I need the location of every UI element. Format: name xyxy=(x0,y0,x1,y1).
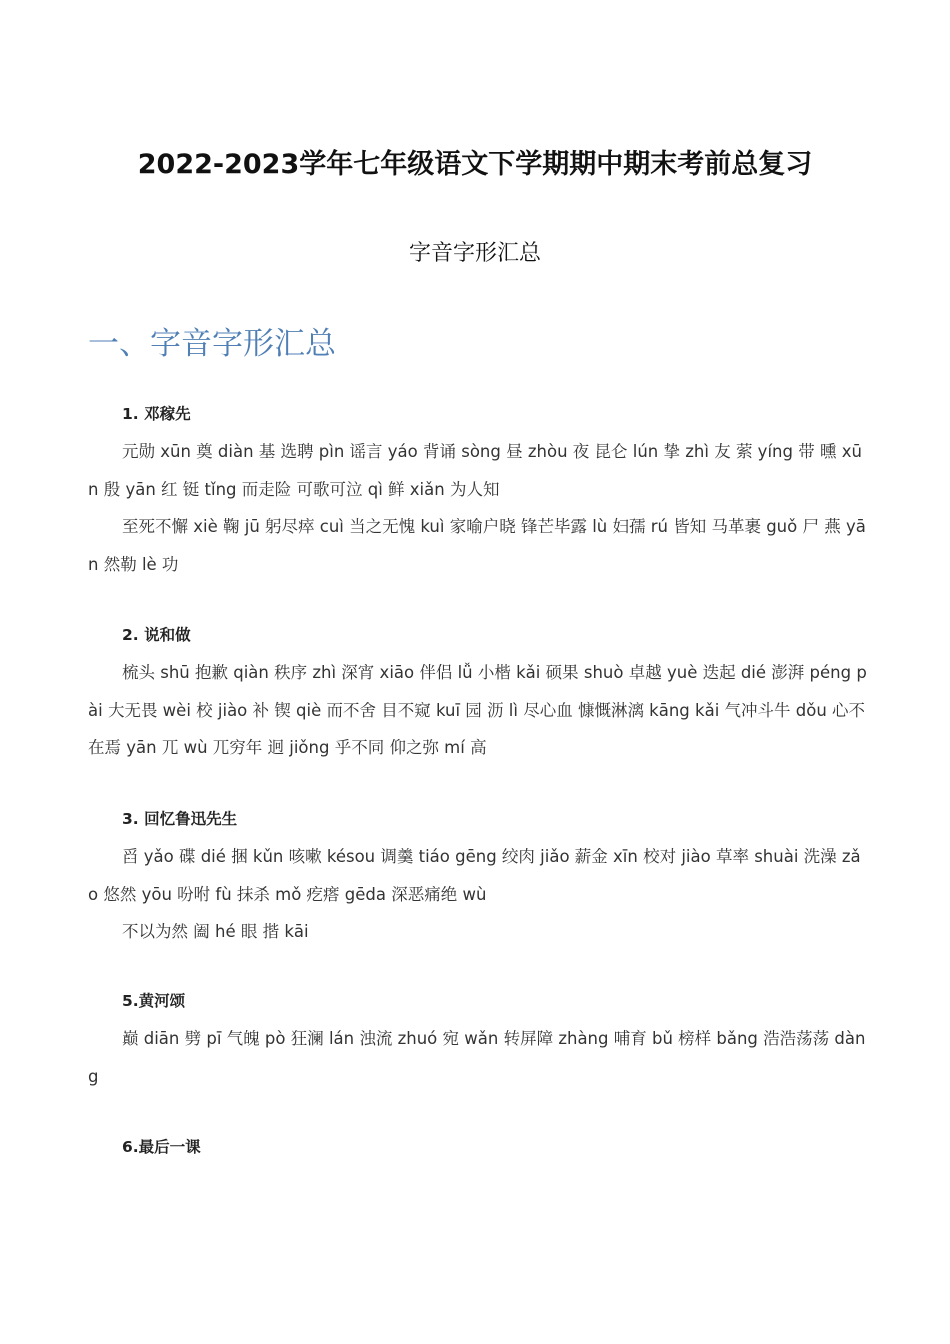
vocab-paragraph: 舀 yǎo 碟 dié 捆 kǔn 咳嗽 késou 调羹 tiáo gēng 绞肉 jiǎo 薪金 xīn 校对 jiào 草率 shuài 洗澡 zǎo 悠然 yōu 吩咐 fù 抹杀 mǒ 疙瘩 gēda 深恶痛绝 wù xyxy=(88,847,861,904)
vocab-paragraph: 至死不懈 xiè 鞠 jū 躬尽瘁 cuì 当之无愧 kuì 家喻户晓 锋芒毕露 lù 妇孺 rú 皆知 马革裹 guǒ 尸 燕 yān 然勒 lè 功 xyxy=(88,517,866,574)
lesson-section-2 xyxy=(88,624,868,767)
vocab-paragraph: 巅 diān 劈 pī 气魄 pò 狂澜 lán 浊流 zhuó 宛 wǎn 转屏障 zhàng 哺育 bǔ 榜样 bǎng 浩浩荡荡 dàng xyxy=(88,1029,866,1086)
vocab-paragraph: 不以为然 阖 hé 眼 揩 kāi xyxy=(122,922,309,941)
lesson-title: 2. 说和做 xyxy=(122,626,191,644)
lesson-section-3 xyxy=(88,808,868,951)
section-heading: 一、字音字形汇总 xyxy=(88,326,336,362)
vocab-paragraph: 元勋 xūn 奠 diàn 基 选聘 pìn 谣言 yáo 背诵 sòng 昼 zhòu 夜 昆仑 lún 挚 zhì 友 萦 yíng 带 曛 xūn 殷 yān 红 铤 tǐng 而走险 可歌可泣 qì 鲜 xiǎn 为人知 xyxy=(88,442,862,499)
lesson-title: 5.黄河颂 xyxy=(122,992,186,1010)
lesson-title: 3. 回忆鲁迅先生 xyxy=(122,810,238,828)
lesson-title: 6.最后一课 xyxy=(122,1138,201,1156)
lesson-title: 1. 邓稼先 xyxy=(122,405,191,423)
lesson-section-5 xyxy=(88,990,868,1095)
document-subtitle: 字音字形汇总 xyxy=(408,241,541,266)
lesson-section-1 xyxy=(88,403,868,583)
document-title: 2022-2023学年七年级语文下学期期中期末考前总复习 xyxy=(137,149,813,180)
lesson-section-6 xyxy=(88,1136,868,1166)
vocab-paragraph: 梳头 shū 抱歉 qiàn 秩序 zhì 深宵 xiāo 伴侣 lǚ 小楷 kǎi 硕果 shuò 卓越 yuè 迭起 dié 澎湃 péng pài 大无畏 wèi 校 jiào 补 锲 qiè 而不舍 目不窥 kuī 园 沥 lì 尽心血 慷慨淋漓 kāng kǎi 气冲斗牛 dǒu 心不在焉 yān 兀 wù 兀穷年 迥 jiǒng 乎不同 仰之弥 mí 高 xyxy=(88,663,867,757)
